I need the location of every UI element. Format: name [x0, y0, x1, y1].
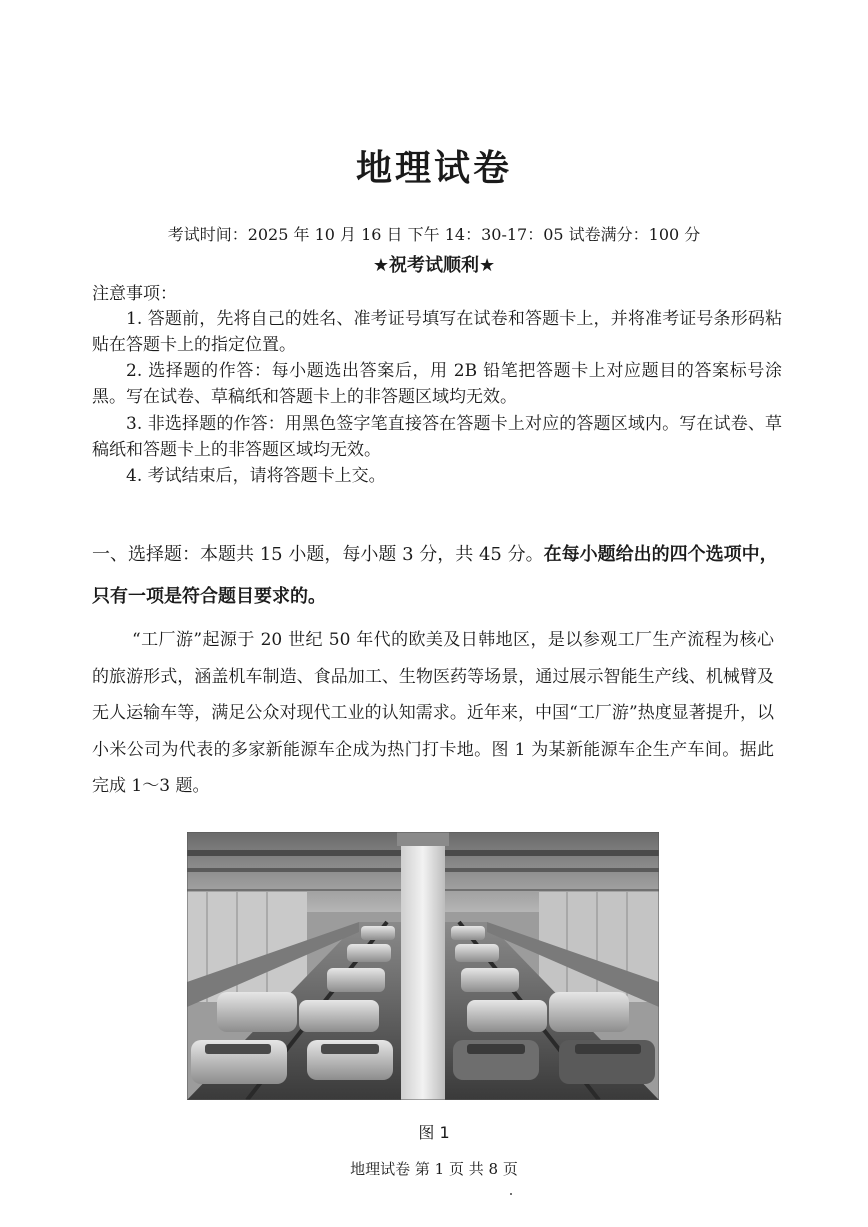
- section-heading-emphasis: 在每小题给出的四个选项中，只有一项是符合题目要求的。: [92, 544, 778, 607]
- factory-workshop-photo: [187, 832, 659, 1100]
- notice-item: 1. 答题前，先将自己的姓名、准考证号填写在试卷和答题卡上，并将准考证号条形码粘贴在答题卡上的指定位置。: [92, 309, 782, 355]
- notice-item: 4. 考试结束后，请将答题卡上交。: [126, 466, 386, 486]
- notice-heading: 注意事项：: [92, 284, 177, 304]
- exam-info: 考试时间：2025 年 10 月 16 日 下午 14：30-17：05 试卷满分：100 分: [167, 225, 701, 244]
- exam-title: 地理试卷: [355, 148, 512, 189]
- reading-passage: “工厂游”起源于 20 世纪 50 年代的欧美及日韩地区，是以参观工厂生产流程为核心的旅游形式，涵盖机车制造、食品加工、生物医药等场景，通过展示智能生产线、机械臂及无人运输车等，满足公众对现代工业的认知需求。近年来，中国“工厂游”热度显著提升，以小米公司为代表的多家新能源车企成为热门打卡地。图 1 为某新能源车企生产车间。据此完成 1～3 题。: [92, 630, 774, 796]
- notice-item: 2. 选择题的作答：每小题选出答案后，用 2B 铅笔把答题卡上对应题目的答案标号涂黑。写在试卷、草稿纸和答题卡上的非答题区域均无效。: [92, 361, 782, 407]
- section-heading: [92, 534, 792, 618]
- scan-speck: [510, 1193, 512, 1195]
- notice-item: 3. 非选择题的作答：用黑色签字笔直接答在答题卡上对应的答题区域内。写在试卷、草稿纸和答题卡上的非答题区域均无效。: [92, 414, 782, 460]
- figure-caption: 图 1: [418, 1123, 450, 1142]
- section-heading-prefix: 一、选择题：本题共 15 小题，每小题 3 分，共 45 分。: [92, 544, 544, 565]
- good-luck-banner: ★祝考试顺利★: [372, 255, 496, 276]
- page-footer: 地理试卷 第 1 页 共 8 页: [350, 1160, 518, 1178]
